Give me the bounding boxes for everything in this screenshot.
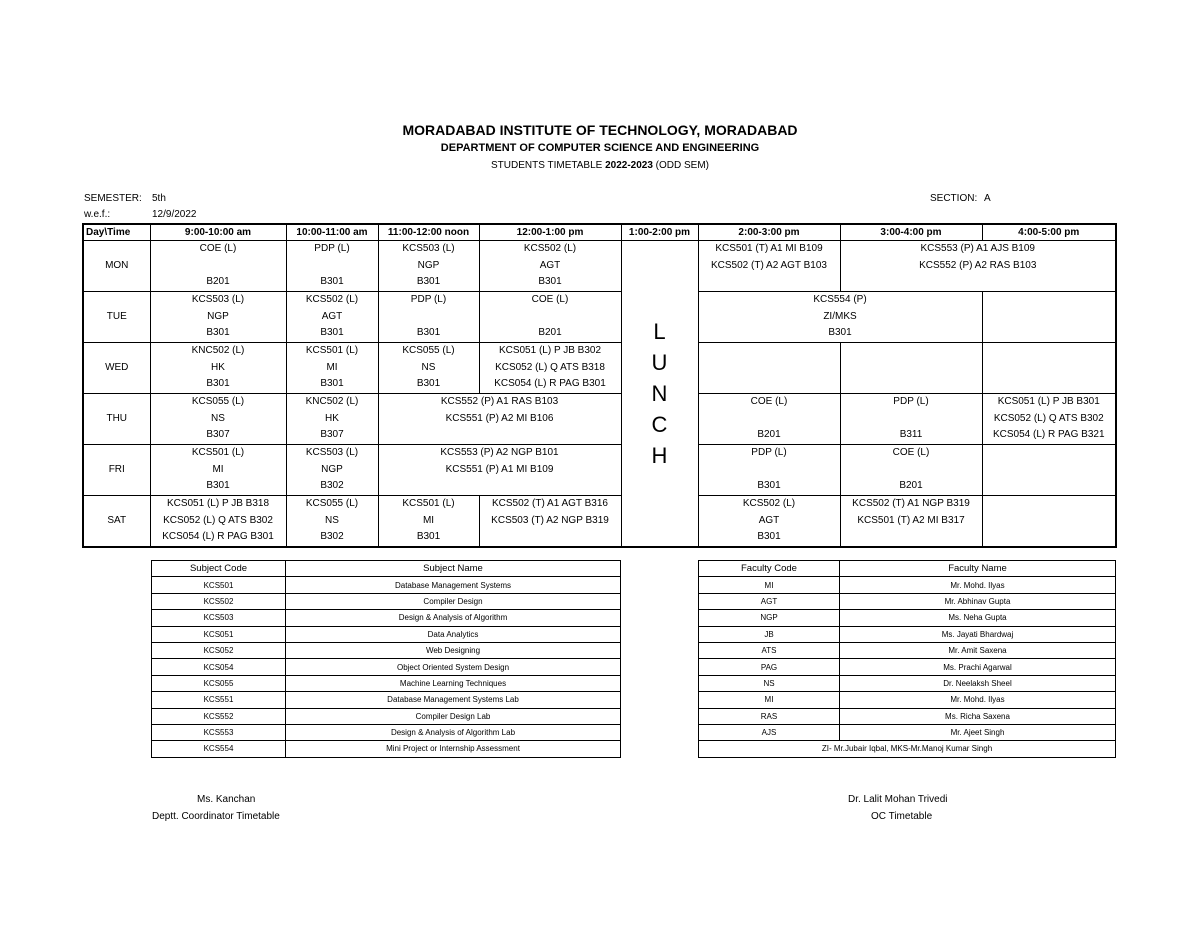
faculty-name: Mr. Mohd. Ilyas [840,692,1116,708]
cell-line [287,258,378,275]
cell-sat-p8 [982,496,1116,548]
subject-table [151,560,621,758]
cell-tue-p8 [982,292,1116,343]
cell-thu-p7 [840,394,982,445]
cell-line: KCS503 (L) [402,243,455,254]
cell-line: AGT [758,514,780,526]
cell-line: B301 [538,276,562,288]
header-slot-1: 9:00-10:00 am [150,224,286,241]
subject-code: KCS051 [152,626,286,642]
lunch-letter: N [651,381,668,406]
cell-line: KCS054 (L) R PAG B301 [162,531,274,543]
cell-line: KCS502 (T) A1 NGP B319 [852,498,970,509]
row-wed [83,343,1116,394]
cell-line: HK [211,361,225,373]
cell-line: PDP (L) [314,243,350,254]
faculty-name: Ms. Neha Gupta [840,610,1116,626]
cell-line: B301 [206,480,230,492]
table-row [699,659,1116,675]
timetable-suffix: (ODD SEM) [652,160,710,171]
cell-line: B302 [320,531,344,543]
day-label: FRI [83,445,150,496]
subject-name: Compiler Design Lab [286,708,621,724]
timetable-subtitle [0,160,1200,171]
faculty-code: ATS [699,642,840,658]
cell-line: B201 [899,480,923,492]
cell-line: B301 [416,327,441,339]
cell-sat-p4 [479,496,621,548]
subject-name: Mini Project or Internship Assessment [286,741,621,757]
cell-line [983,292,1116,309]
cell-line: PDP (L) [410,294,447,305]
cell-thu-p2 [286,394,378,445]
header-slot-2: 10:00-11:00 am [286,224,378,241]
cell-wed-p4 [479,343,621,394]
cell-mon-p4 [479,241,621,292]
cell-tue-p1 [150,292,286,343]
cell-line: KCS055 (L) [191,396,245,407]
cell-line: B301 [416,531,441,543]
semester-label: SEMESTER: [84,193,142,204]
cell-line: KCS501 (L) [191,447,245,458]
cell-line: KCS054 (L) R PAG B321 [992,429,1105,441]
cell-line: KCS503 (L) [191,294,245,305]
table-row [699,626,1116,642]
header-row [83,224,1116,241]
cell-line: NS [421,361,436,373]
cell-line: B311 [899,429,923,441]
table-row [699,642,1116,658]
cell-line: KCS052 (L) Q ATS B318 [495,361,605,373]
cell-line: KCS502 (L) [523,243,577,254]
subject-name: Database Management Systems Lab [286,692,621,708]
cell-line: KCS554 (P) [813,294,867,305]
faculty-name: Mr. Abhinav Gupta [840,593,1116,609]
cell-line [841,343,982,360]
cell-line: KCS503 (T) A2 NGP B319 [491,514,609,526]
cell-line: AGT [321,310,343,322]
cell-line: KCS502 (L) [742,498,796,509]
cell-line: B301 [757,531,781,543]
cell-line [983,376,1116,393]
cell-line: B301 [320,378,344,390]
cell-line: AGT [539,259,561,271]
cell-line [841,462,982,479]
cell-line: KCS552 (P) A1 RAS B103 [440,396,559,407]
cell-line: B302 [320,480,344,492]
cell-line: B201 [757,429,781,441]
cell-sat-p3 [378,496,479,548]
subject-code: KCS501 [152,577,286,593]
cell-line: B307 [206,429,230,441]
table-row [699,724,1116,740]
cell-line: NS [325,514,339,526]
table-row [699,692,1116,708]
subject-code: KCS552 [152,708,286,724]
faculty-header-row [699,561,1116,577]
cell-line [699,411,840,428]
cell-line [379,478,621,495]
subject-code: KCS052 [152,642,286,658]
subject-code: KCS553 [152,724,286,740]
row-fri [83,445,1116,496]
cell-mon-p3 [378,241,479,292]
cell-line [699,274,840,291]
cell-wed-p3 [378,343,479,394]
cell-line [983,496,1116,513]
cell-line [841,411,982,428]
cell-line [841,360,982,377]
cell-line: KCS052 (L) Q ATS B302 [993,412,1104,424]
section-value: A [984,193,991,204]
cell-fri-p2 [286,445,378,496]
cell-line: COE (L) [750,396,788,407]
cell-line: MI [326,361,338,373]
cell-thu-p6 [698,394,840,445]
cell-line: KCS553 (P) A1 AJS B109 [920,243,1035,254]
lunch-letter: L [653,319,666,344]
row-mon [83,241,1116,292]
cell-line: B301 [206,378,230,390]
cell-line [841,274,1116,291]
cell-line: COE (L) [531,294,569,305]
cell-line: NGP [207,310,229,322]
cell-wed-p6 [698,343,840,394]
cell-line: PDP (L) [893,396,929,407]
cell-line [699,462,840,479]
timetable-year: 2022-2023 [605,160,653,171]
faculty-name: Dr. Neelaksh Sheel [840,675,1116,691]
cell-line [983,445,1116,462]
cell-line: B301 [206,327,230,339]
cell-line: B301 [828,327,852,339]
table-row [152,724,621,740]
subject-name: Object Oriented System Design [286,659,621,675]
cell-mon-p6 [698,241,840,292]
faculty-name: Mr. Amit Saxena [840,642,1116,658]
cell-line: ZI/MKS [823,310,857,322]
cell-line: NGP [417,259,440,271]
header-slot-6: 2:00-3:00 pm [698,224,840,241]
table-row [152,692,621,708]
faculty-code: MI [699,692,840,708]
faculty-name: Ms. Jayati Bhardwaj [840,626,1116,642]
cell-line [841,376,982,393]
cell-line: B301 [320,327,344,339]
wef-value: 12/9/2022 [152,209,197,220]
subject-name: Design & Analysis of Algorithm [286,610,621,626]
cell-line [983,309,1116,326]
wef-label: w.e.f.: [84,209,111,220]
timetable-prefix: STUDENTS TIMETABLE [490,160,606,171]
cell-line [983,513,1116,530]
faculty-code: JB [699,626,840,642]
subject-code: KCS503 [152,610,286,626]
cell-line: B301 [416,276,441,288]
cell-line: B301 [416,378,441,390]
faculty-code: AGT [699,593,840,609]
cell-line: B301 [320,276,344,288]
day-label: MON [83,241,150,292]
subject-code: KCS554 [152,741,286,757]
table-row [152,675,621,691]
cell-fri-p1 [150,445,286,496]
lunch-letter: H [651,443,668,468]
table-row [699,610,1116,626]
cell-sat-p6 [698,496,840,548]
cell-line: KCS051 (L) P JB B318 [166,498,270,509]
cell-tue-p67 [698,292,982,343]
semester-value: 5th [152,193,166,204]
subject-header-code: Subject Code [152,561,286,577]
header-slot-lunch: 1:00-2:00 pm [621,224,698,241]
cell-line [480,529,621,546]
department-title: DEPARTMENT OF COMPUTER SCIENCE AND ENGINEERING [440,142,760,154]
table-row [152,577,621,593]
cell-line: KCS501 (T) A1 MI B109 [715,243,823,254]
subject-name: Web Designing [286,642,621,658]
faculty-code: RAS [699,708,840,724]
day-label: TUE [83,292,150,343]
header-slot-3: 11:00-12:00 noon [378,224,479,241]
cell-line: B301 [757,480,781,492]
cell-line [699,360,840,377]
cell-wed-p7 [840,343,982,394]
table-row [152,626,621,642]
cell-line: KCS553 (P) A2 NGP B101 [440,447,559,458]
day-label: WED [83,343,150,394]
cell-line: KCS501 (L) [305,345,359,356]
faculty-code: PAG [699,659,840,675]
table-row [152,741,621,757]
day-label: SAT [83,496,150,548]
subject-code: KCS054 [152,659,286,675]
cell-line: KCS055 (L) [402,345,455,356]
cell-sat-p7 [840,496,982,548]
cell-tue-p4 [479,292,621,343]
cell-line: B307 [320,429,344,441]
cell-fri-p7 [840,445,982,496]
cell-line: KCS503 (L) [305,447,359,458]
cell-thu-p8 [982,394,1116,445]
cell-line: KCS054 (L) R PAG B301 [494,378,606,390]
cell-line: KCS051 (L) P JB B301 [997,396,1100,407]
table-row [152,593,621,609]
cell-tue-p2 [286,292,378,343]
cell-line: KCS502 (T) A1 AGT B316 [492,498,608,509]
cell-thu-p34 [378,394,621,445]
cell-line: KCS501 (T) A2 MI B317 [857,514,965,526]
cell-line [983,343,1116,360]
day-label: THU [83,394,150,445]
cell-line: KNC502 (L) [191,345,245,356]
faculty-code: NS [699,675,840,691]
cell-line [480,309,621,326]
lunch-cell [621,241,698,548]
faculty-code: MI [699,577,840,593]
cell-line: KCS052 (L) Q ATS B302 [163,514,273,526]
subject-code: KCS551 [152,692,286,708]
cell-line: B201 [206,276,230,288]
cell-line: KCS051 (L) P JB B302 [498,345,602,356]
faculty-header-code: Faculty Code [699,561,840,577]
table-row [699,577,1116,593]
table-row [152,642,621,658]
table-row [152,610,621,626]
cell-line [379,427,621,444]
cell-line [983,462,1116,479]
faculty-header-name: Faculty Name [840,561,1116,577]
lunch-letter: C [651,412,668,437]
cell-line: MI [212,463,224,475]
cell-mon-p78 [840,241,1116,292]
faculty-footer-note: ZI- Mr.Jubair Iqbal, MKS-Mr.Manoj Kumar Singh [699,741,1116,757]
table-row [699,708,1116,724]
cell-wed-p1 [150,343,286,394]
cell-line [699,343,840,360]
cell-mon-p1 [150,241,286,292]
row-thu [83,394,1116,445]
row-sat [83,496,1116,548]
cell-line [983,360,1116,377]
faculty-name: Mr. Ajeet Singh [840,724,1116,740]
header-slot-4: 12:00-1:00 pm [479,224,621,241]
subject-name: Data Analytics [286,626,621,642]
right-signatory-name: Dr. Lalit Mohan Trivedi [848,794,948,805]
cell-tue-p3 [378,292,479,343]
cell-line [983,529,1116,546]
faculty-table [698,560,1116,758]
cell-line [983,478,1116,495]
cell-sat-p2 [286,496,378,548]
section-label: SECTION: [930,193,978,204]
cell-fri-p8 [982,445,1116,496]
cell-fri-p34 [378,445,621,496]
cell-wed-p8 [982,343,1116,394]
cell-line: KCS551 (P) A2 MI B106 [445,412,554,424]
left-signatory-title: Deptt. Coordinator Timetable [152,811,280,822]
cell-line: KCS502 (L) [305,294,359,305]
cell-line: HK [325,412,339,424]
cell-line: PDP (L) [751,447,787,458]
cell-line: NS [211,412,225,424]
table-row [699,675,1116,691]
right-signatory-title: OC Timetable [871,811,933,822]
cell-line: B201 [538,327,562,339]
header-slot-8: 4:00-5:00 pm [982,224,1116,241]
cell-line [151,258,286,275]
subject-code: KCS055 [152,675,286,691]
cell-line: KCS502 (T) A2 AGT B103 [711,259,827,271]
faculty-name: Ms. Richa Saxena [840,708,1116,724]
cell-line: KCS055 (L) [305,498,359,509]
subject-code: KCS502 [152,593,286,609]
subject-name: Machine Learning Techniques [286,675,621,691]
subject-name: Compiler Design [286,593,621,609]
class-timetable [82,223,1117,548]
left-signatory-name: Ms. Kanchan [197,794,256,805]
row-tue [83,292,1116,343]
cell-line: COE (L) [199,243,237,254]
table-row [699,593,1116,609]
cell-line: NGP [321,463,343,475]
table-row [152,659,621,675]
cell-fri-p6 [698,445,840,496]
lunch-letter: U [651,350,668,375]
subject-name: Design & Analysis of Algorithm Lab [286,724,621,740]
cell-wed-p2 [286,343,378,394]
subject-name: Database Management Systems [286,577,621,593]
subject-header-row [152,561,621,577]
cell-line: COE (L) [892,447,930,458]
cell-mon-p2 [286,241,378,292]
subject-header-name: Subject Name [286,561,621,577]
cell-line [699,376,840,393]
cell-line: MI [422,514,435,526]
faculty-name: Ms. Prachi Agarwal [840,659,1116,675]
table-row [699,741,1116,757]
table-row [152,708,621,724]
cell-thu-p1 [150,394,286,445]
faculty-code: AJS [699,724,840,740]
cell-line: KCS552 (P) A2 RAS B103 [919,259,1037,271]
cell-line: KCS501 (L) [402,498,455,509]
header-day-time: Day\Time [83,224,150,241]
cell-sat-p1 [150,496,286,548]
faculty-name: Mr. Mohd. Ilyas [840,577,1116,593]
institute-title: MORADABAD INSTITUTE OF TECHNOLOGY, MORADABAD [402,122,798,138]
header-slot-7: 3:00-4:00 pm [840,224,982,241]
cell-line: KCS551 (P) A1 MI B109 [445,463,554,475]
cell-line [983,325,1116,342]
cell-line [841,529,982,546]
cell-line: KNC502 (L) [305,396,359,407]
faculty-code: NGP [699,610,840,626]
cell-line [379,309,479,326]
